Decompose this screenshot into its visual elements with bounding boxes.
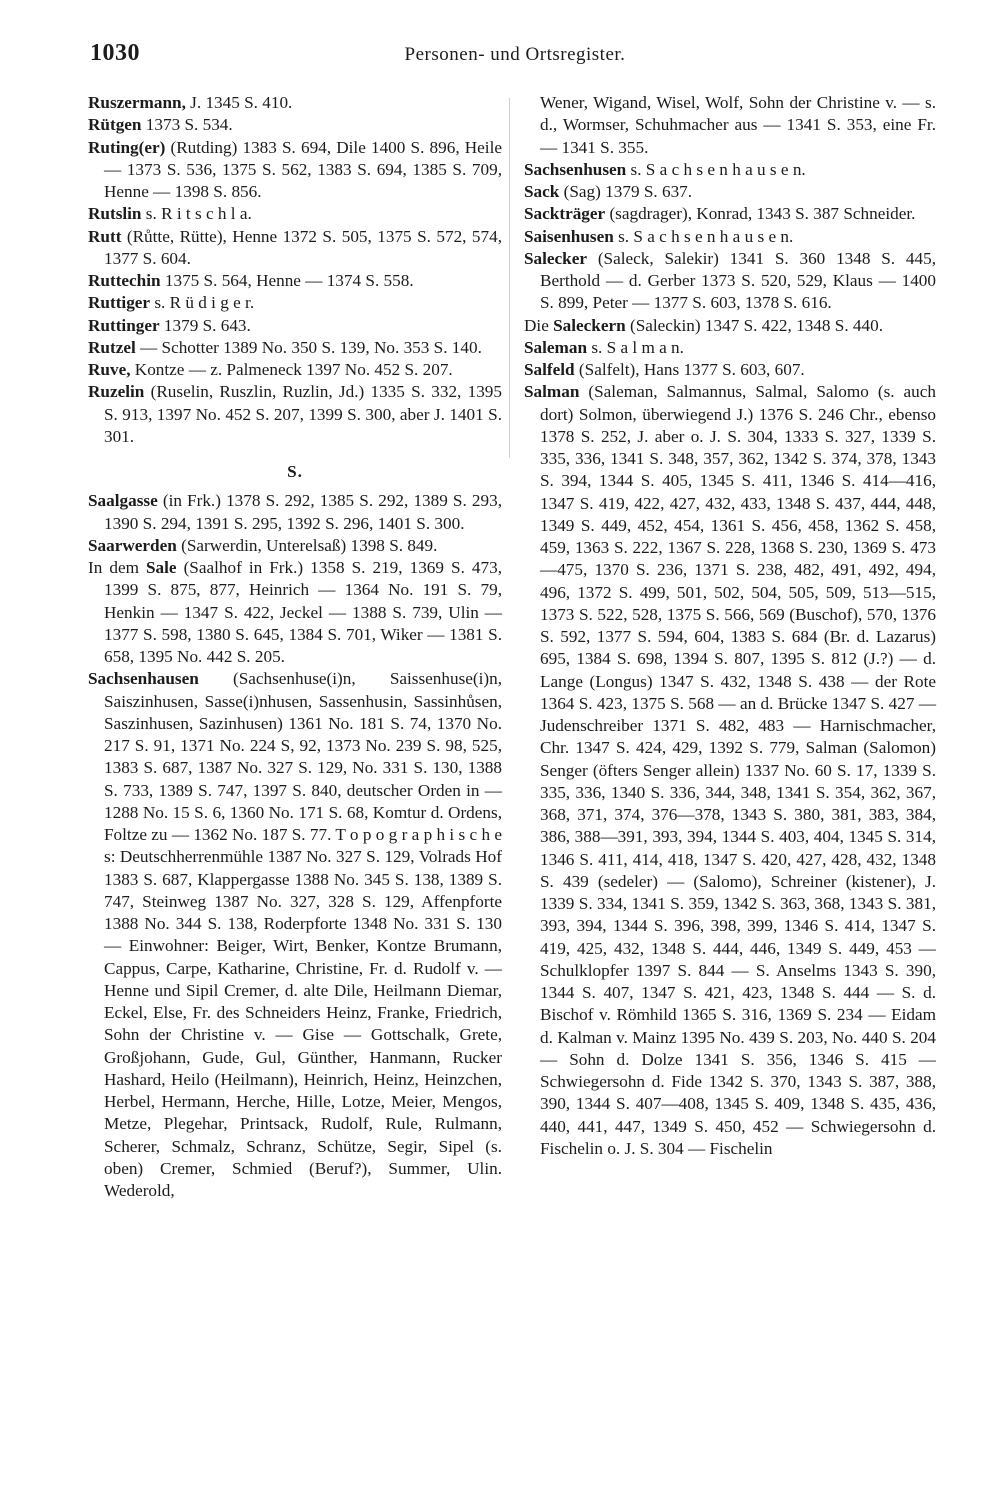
entry-text: (Sachsenhuse(i)n, Saissenhuse(i)n, Saiszinhusen, Sasse(i)nhusen, Sassenhusin, Sassinhůsen, Saszinhusen, Sazinhusen) 1361 No. 181 S. 74, 1370 No. 217 S. 91, 1371 No. 224 S, 92, 1373 No. 239 S. 98, 525, 1383 S. 687, 1387 No. 327 S. 129, No. 331 S. 130, 1388 S. 733, 1389 S. 747, 1397 S. 840, deutscher Orden in — 1288 No. 15 S. 6, 1360 No. 171 S. 68, Komtur d. Ordens, Foltze zu — 1362 No. 187 S. 77. T o p o g r a p h i s c h e s: Deutschherrenmühle 1387 No. 327 S. 129, Volrads Hof 1383 S. 687, Klappergasse 1388 No. 345 S. 138, 1389 S. 747, Steinweg 1387 No. 327, 328 S. 129, Affenpforte 1388 No. 344 S. 138, Roderpforte 1348 No. 331 S. 130 — Einwohner: Beiger, Wirt, Benker, Kontze Brumann, Cappus, Carpe, Katharine, Christine, Fr. d. Rudolf v. — Henne und Sipil Cremer, d. alte Dile, Heilmann Diemar, Eckel, Else, Fr. des Schneiders Heinz, Franke, Friedrich, Sohn der Christine v. — Gise — Gottschalk, Grete, Großjohann, Gude, Gul, Günther, Hanmann, Rucker Hashard, Heilo (Heilmann), Heinrich, Heinz, Heinzchen, Herbel, Hermann, Herche, Hille, Lotze, Meier, Mengos, Metze, Plegehar, Printsack, Rudolf, Rule, Rulmann, Scherer, Schmalz, Schranz, Schütze, Segir, Sipel (s. oben) Cremer, Schmied (Beruf?), Summer, Ulin. Wederold, xyxy=(104,669,502,1200)
entry-headword: Ruttinger xyxy=(88,315,160,335)
index-entry xyxy=(524,359,936,381)
entry-text: s. S a c h s e n h a u s e n. xyxy=(626,159,806,179)
entry-headword: Saleman xyxy=(524,337,588,357)
entry-headword: Saleckern xyxy=(553,315,626,335)
index-entry xyxy=(88,315,502,337)
index-entry xyxy=(88,92,502,114)
entry-headword: Ruttiger xyxy=(88,293,151,313)
right-column xyxy=(524,92,936,1160)
entry-text: (Sag) 1379 S. 637. xyxy=(559,182,693,201)
index-entry xyxy=(88,137,502,204)
entry-prefix: Die xyxy=(524,315,554,335)
index-entry xyxy=(88,337,502,359)
entry-headword: Ruting(er) xyxy=(88,137,166,157)
index-entry xyxy=(524,159,936,181)
entry-text: — Schotter 1389 No. 350 S. 139, No. 353 S. 140. xyxy=(135,337,482,357)
entry-text: (Saalhof in Frk.) 1358 S. 219, 1369 S. 473, 1399 S. 875, 877, Heinrich — 1364 No. 191 S. 79, Henkin — 1347 S. 422, Jeckel — 1388 S. 739, Ulin — 1377 S. 598, 1380 S. 645, 1384 S. 701, Wiker — 1381 S. 658, 1395 No. 442 S. 205. xyxy=(104,558,502,666)
entry-text: Kontze — z. Palmeneck 1397 No. 452 S. 207. xyxy=(130,360,453,379)
index-entry xyxy=(524,315,936,337)
index-entry xyxy=(88,557,502,668)
entry-headword: Salman xyxy=(524,382,580,402)
continuation-text: Wener, Wigand, Wisel, Wolf, Sohn der Christine v. — s. d., Wormser, Schuhmacher aus — 1341 S. 353, eine Fr. — 1341 S. 355. xyxy=(540,93,936,157)
entry-text: J. 1345 S. 410. xyxy=(185,93,293,112)
index-entry xyxy=(88,668,502,1202)
page-number: 1030 xyxy=(90,40,140,66)
index-entry xyxy=(88,114,502,136)
index-entry xyxy=(88,203,502,225)
index-entry xyxy=(524,181,936,203)
entry-text: 1379 S. 643. xyxy=(159,315,251,335)
entry-headword: Sachsenhausen xyxy=(88,669,199,689)
index-entry xyxy=(88,292,502,314)
entry-text: s. S a c h s e n h a u s e n. xyxy=(613,226,794,246)
entry-headword: Rütgen xyxy=(88,115,142,135)
index-entry xyxy=(524,226,936,248)
entry-headword: Saarwerden xyxy=(88,535,177,555)
entry-text: (Saleck, Salekir) 1341 S. 360 1348 S. 445, Berthold — d. Gerber 1373 S. 520, 529, Klaus — 1400 S. 899, Peter — 1377 S. 603, 1378 S. 616. xyxy=(540,248,936,313)
entry-text: (Sarwerdin, Unterelsaß) 1398 S. 849. xyxy=(176,535,438,555)
entry-headword: Saisenhusen xyxy=(524,226,614,246)
entry-text: (Salfelt), Hans 1377 S. 603, 607. xyxy=(574,360,805,379)
entry-text: 1375 S. 564, Henne — 1374 S. 558. xyxy=(160,271,414,290)
column-rule xyxy=(509,98,510,458)
entry-headword: Salecker xyxy=(524,248,588,268)
entry-headword: Ruve, xyxy=(88,360,131,379)
entry-text: (Saleman, Salmannus, Salmal, Salomo (s. auch dort) Solmon, überwiegend J.) 1376 S. 246 Chr., ebenso 1378 S. 252, J. aber o. J. S. 304, 1333 S. 327, 1339 S. 335, 336, 1341 S. 348, 357, 362, 1342 S. 374, 378, 1343 S. 394, 1344 S. 405, 1345 S. 411, 1346 S. 414—416, 1347 S. 419, 422, 427, 432, 433, 1348 S. 437, 444, 448, 1349 S. 449, 452, 454, 1361 S. 456, 458, 1362 S. 458, 459, 1363 S. 222, 1367 S. 228, 1368 S. 230, 1369 S. 473—475, 1370 S. 236, 1371 S. 238, 482, 491, 492, 494, 496, 1372 S. 499, 501, 502, 504, 505, 509, 513—515, 1373 S. 522, 528, 1375 S. 566, 569 (Buschof), 570, 1376 S. 592, 1377 S. 594, 604, 1383 S. 684 (Br. d. Lazarus) 695, 1384 S. 698, 1394 S. 807, 1395 S. 812 (J.?) — d. Lange (Longus) 1347 S. 432, 1348 S. 438 — der Rote 1364 S. 423, 1375 S. 568 — an d. Brücke 1347 S. 427 — Judenschreiber 1371 S. 482, 483 — Harnischmacher, Chr. 1347 S. 424, 429, 1392 S. 779, Salman (Salomon) Senger (öfters Senger allein) 1337 No. 60 S. 17, 1339 S. 335, 336, 1340 S. 336, 344, 348, 1341 S. 354, 362, 367, 368, 371, 374, 376—378, 1343 S. 380, 381, 383, 384, 386, 388—391, 393, 394, 1344 S. 403, 404, 1345 S. 314, 1346 S. 411, 414, 418, 1347 S. 420, 427, 428, 432, 1348 S. 439 (sedeler) — (Salomo), Schreiner (kistener), J. 1339 S. 334, 1341 S. 359, 1342 S. 363, 368, 1343 S. 381, 393, 394, 1344 S. 396, 398, 399, 1346 S. 414, 1347 S. 419, 425, 432, 1348 S. 444, 446, 1349 S. 449, 453 — Schulklopfer 1397 S. 844 — S. Anselms 1343 S. 390, 1344 S. 407, 1347 S. 421, 423, 1348 S. 444 — S. d. Bischof v. Römhild 1365 S. 316, 1369 S. 234 — Eidam d. Kalman v. Mainz 1395 No. 439 S. 203, No. 440 S. 204 — Sohn d. Dolze 1341 S. 356, 1346 S. 415 — Schwiegersohn d. Fide 1342 S. 370, 1343 S. 387, 388, 390, 1344 S. 407—408, 1345 S. 409, 1348 S. 435, 436, 440, 441, 447, 1349 S. 450, 452 — Schwiegersohn d. Fischelin o. J. S. 304 — Fischelin xyxy=(540,382,936,1158)
section-letter: S. xyxy=(287,462,303,481)
running-head: Personen- und Ortsregister. xyxy=(404,44,626,65)
entry-headword: Saalgasse xyxy=(88,491,158,511)
index-entry xyxy=(88,359,502,381)
entry-prefix: In dem xyxy=(88,558,146,577)
entry-headword: Rutslin xyxy=(88,204,142,224)
entry-text: s. S a l m a n. xyxy=(587,337,684,357)
index-entry xyxy=(88,226,502,271)
entry-text: 1373 S. 534. xyxy=(141,115,233,135)
entry-text: (Ruselin, Ruszlin, Ruzlin, Jd.) 1335 S. 332, 1395 S. 913, 1397 No. 452 S. 207, 1399 S. 300, aber J. 1401 S. 301. xyxy=(104,382,502,446)
entry-headword: Sackträger xyxy=(524,204,606,224)
entry-headword: Ruttechin xyxy=(88,271,161,290)
entry-text: (Růtte, Rütte), Henne 1372 S. 505, 1375 S. 572, 574, 1377 S. 604. xyxy=(104,226,502,268)
left-column xyxy=(88,92,502,1202)
index-entry xyxy=(524,381,936,1160)
index-entry xyxy=(88,490,502,535)
entry-text: (Rutding) 1383 S. 694, Dile 1400 S. 896, Heile — 1373 S. 536, 1375 S. 562, 1383 S. 694, 1385 S. 709, Henne — 1398 S. 856. xyxy=(104,137,502,201)
entry-text: (in Frk.) 1378 S. 292, 1385 S. 292, 1389 S. 293, 1390 S. 294, 1391 S. 295, 1392 S. 296, 1401 S. 300. xyxy=(104,491,502,533)
index-entry xyxy=(88,381,502,448)
entry-headword: Sachsenhusen xyxy=(524,159,627,179)
entry-text: s. R i t s c h l a. xyxy=(141,204,252,224)
left-entries-after xyxy=(88,490,502,1202)
index-entry xyxy=(524,248,936,315)
entry-headword: Sale xyxy=(145,558,177,577)
index-entry xyxy=(524,337,936,359)
entry-headword: Rutzel xyxy=(88,337,136,357)
entry-headword: Ruzelin xyxy=(88,382,145,402)
entry-headword: Ruszermann, xyxy=(88,93,186,112)
left-entries-before xyxy=(88,92,502,448)
entry-text: s. R ü d i g e r. xyxy=(150,293,255,313)
entry-text: (sagdrager), Konrad, 1343 S. 387 Schneider. xyxy=(605,204,916,224)
right-entries xyxy=(524,159,936,1160)
entry-headword: Sack xyxy=(524,182,560,201)
index-entry xyxy=(88,535,502,557)
entry-text: (Saleckin) 1347 S. 422, 1348 S. 440. xyxy=(625,315,884,335)
index-entry xyxy=(88,270,502,292)
entry-headword: Salfeld xyxy=(524,360,575,379)
index-entry xyxy=(524,203,936,225)
entry-headword: Rutt xyxy=(88,226,122,246)
